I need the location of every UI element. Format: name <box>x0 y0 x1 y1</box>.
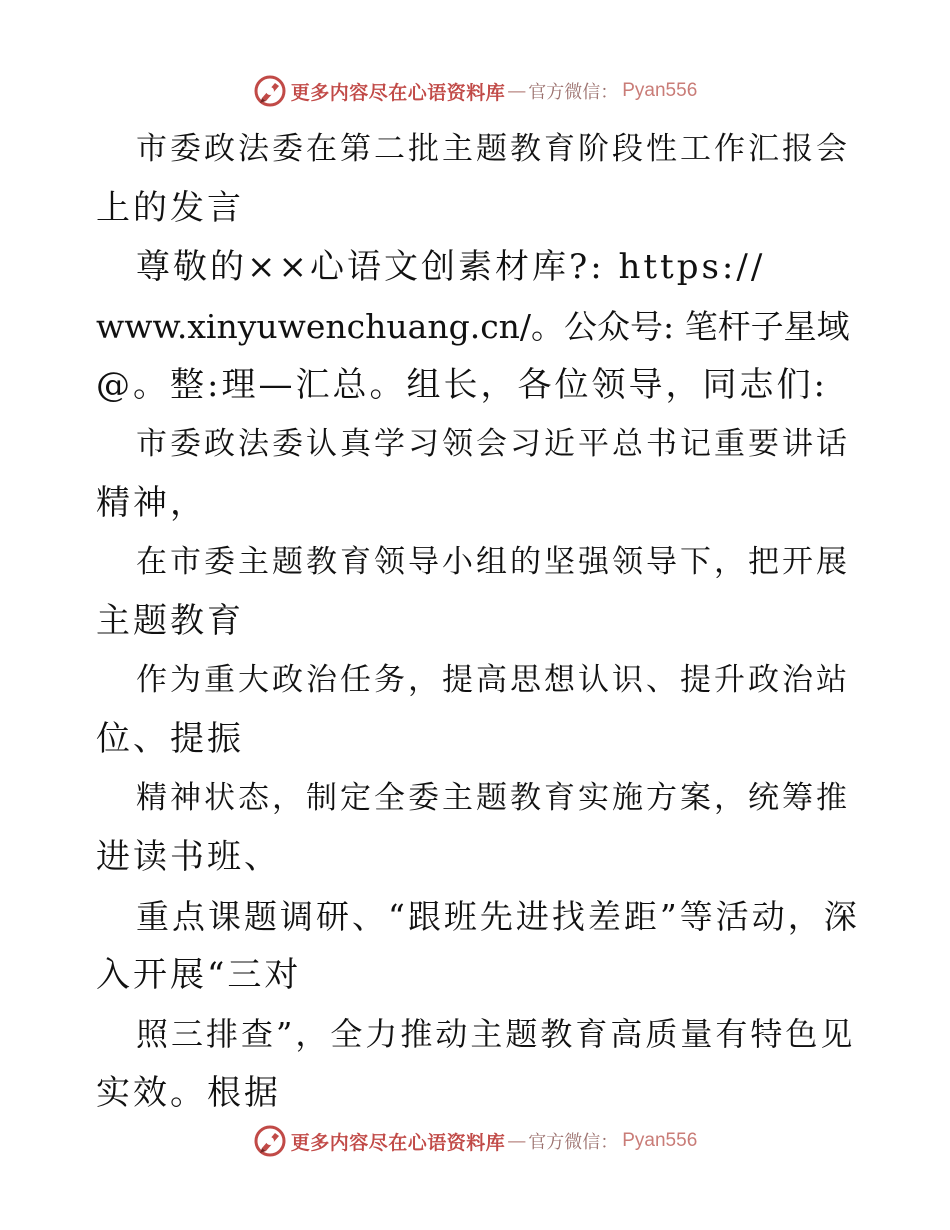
pen-logo-icon <box>253 1124 287 1158</box>
doc-line-paragraph: 照三排查”，全力推动主题教育高质量有特色见 <box>136 1015 856 1053</box>
doc-line-paragraph: 重点课题调研、“跟班先进找差距”等活动，深 <box>136 897 860 936</box>
doc-line-title-cont: 上的发言 <box>96 188 244 228</box>
doc-line-paragraph: 在市委主题教育领导小组的坚强领导下，把开展 <box>136 544 850 580</box>
document-body <box>96 120 866 1123</box>
doc-line-paragraph: 入开展“三对 <box>96 955 302 995</box>
footer-banner <box>0 1121 950 1161</box>
doc-line-paragraph: 市委政法委认真学习领会习近平总书记重要讲话 <box>136 426 850 462</box>
doc-line-title: 市委政法委在第二批主题教育阶段性工作汇报会 <box>136 131 850 167</box>
doc-line-paragraph: 进读书班、 <box>96 837 281 877</box>
banner-dash: — <box>507 80 527 102</box>
header-banner <box>0 71 950 111</box>
doc-line-salutation-text: 尊敬的××心语文创素材库?: https:// <box>136 247 766 287</box>
banner-wechat-label: 官方微信： <box>528 82 619 103</box>
pen-logo-icon <box>253 74 287 108</box>
doc-line-paragraph: 作为重大政治任务，提高思想认识、提升政治站 <box>136 662 850 698</box>
doc-line-url: www.xinyuwenchuang.cn/。公众号: 笔杆子星域 <box>96 307 850 346</box>
banner-wechat-label: 官方微信： <box>528 1132 619 1153</box>
doc-line-salutation <box>96 238 866 297</box>
banner-dash: — <box>507 1130 527 1152</box>
banner-wechat-id: Pyan556 <box>622 1130 698 1151</box>
doc-line-paragraph: 主题教育 <box>96 601 244 641</box>
doc-line-paragraph: 位、提振 <box>96 719 244 759</box>
banner-title: 更多内容尽在心语资料库 <box>290 81 506 104</box>
doc-line-paragraph: 实效。根据 <box>96 1073 281 1113</box>
doc-line-paragraph: 精神， <box>96 483 207 523</box>
doc-line-greeting: @。整:理—汇总。组长，各位领导，同志们: <box>96 365 828 405</box>
doc-line-paragraph: 精神状态，制定全委主题教育实施方案，统筹推 <box>136 780 850 816</box>
banner-wechat-id: Pyan556 <box>622 80 698 101</box>
banner-title: 更多内容尽在心语资料库 <box>290 1131 506 1154</box>
